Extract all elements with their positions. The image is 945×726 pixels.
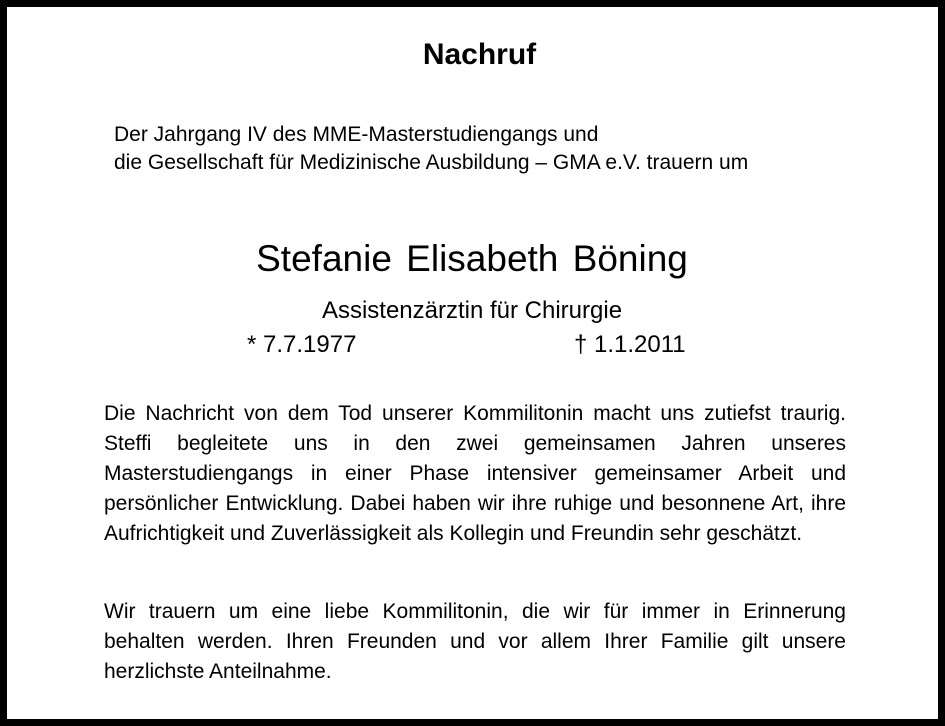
intro-text — [114, 121, 914, 177]
death-date: † 1.1.2011 — [574, 331, 686, 358]
page-title: Nachruf — [422, 38, 537, 71]
paragraph-condolence-1: Die Nachricht von dem Tod unserer Kommilitonin macht uns zutiefst traurig. Steffi begleitete uns in den zwei gemeinsamen Jahren unseres Masterstudiengangs in einer Phase intensiver gemeinsamer Arbeit und persönlicher Entwicklung. Dabei haben wir ihre ruhige und besonnene Art, ihre Aufrichtigkeit und Zuverlässigkeit als Kollegin und Freundin sehr geschätzt. — [104, 402, 846, 545]
deceased-name: Stefanie Elisabeth Böning — [256, 238, 688, 279]
deceased-role: Assistenzärztin für Chirurgie — [321, 297, 623, 324]
birth-date: * 7.7.1977 — [247, 331, 357, 358]
intro-line-1: Der Jahrgang IV des MME-Masterstudiengangs und — [114, 123, 599, 146]
intro-line-2: die Gesellschaft für Medizinische Ausbildung – GMA e.V. trauern um — [114, 151, 749, 174]
paragraph-condolence-2: Wir trauern um eine liebe Kommilitonin, die wir für immer in Erinnerung behalten werden. Ihren Freunden und vor allem Ihrer Familie gilt unsere herzlichste Anteilnahme. — [104, 600, 846, 683]
